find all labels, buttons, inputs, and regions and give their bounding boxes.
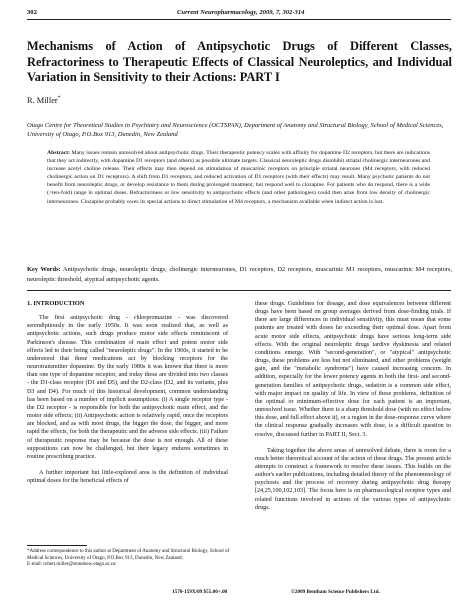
footnote-divider [27,545,87,546]
header-divider [27,19,451,20]
keywords [27,265,452,284]
abstract-label: Abstract: [47,150,71,156]
keywords-label: Key Words: [27,266,61,273]
journal-citation: Current Neuropharmacology, 2009, 7, 302-314 [177,9,305,16]
right-column [255,300,451,520]
page-number: 302 [27,9,37,16]
abstract-text: Many issues remain unresolved about antipsychotic drugs. Their therapeutic potency scales with affinity for dopamine D2 receptors, but there are indications that they act indirectly, with dopamine D1 receptors (and others) as possible ultimate targets. Classical neuroleptic drugs disinhibit striatal cholinergic interneurones and increase acetyl choline release. Their effects may then depend on stimulation of muscarinic receptors on principle striatal neurones (M4 receptors, with reduced cholinergic action on D1 receptors). A shift from D1 receptors, and reduced activation of D1 receptors (with their effects) may result. Many psychotic patients do not benefit from neuroleptic drugs, or develop resistance to them during prolonged treatment, but respond well to clozapine. For patients who do respond, there is a wide (>ten-fold) range in optimal doses. Refractoriness or low sensitivity to antipsychotic effects (and other pathologies) could then arise from low density of cholinergic interneurones. Clozapine probably owes its special actions to direct stimulation of M4 receptors, a mechanism available when indirect action is lost. [47,150,431,205]
keywords-divider [27,290,451,291]
author-mark: * [57,95,61,101]
abstract [47,149,430,206]
author-line [27,95,60,105]
footnote [27,549,232,569]
right-paragraph-2: Taking together the above areas of unresolved debate, there is room for a much better theoretical account of the action of these drugs. The present article attempts to construct a framework to resolve these issues. This builds on the author's earlier publications, including detailed theory of the phenomenology of psychosis and the process of recovery during antipsychotic drug therapy [24,25,100,102,103]. The focus here is on pharmacological receptor types and related functions involved in actions of the various types of antipsychotic drugs. [255,447,451,511]
running-header [27,9,451,23]
footnote-email: E-mail: robert.miller@stonebow.otago.ac.nz [27,562,116,567]
footnote-address: *Address correspondence to this author at Department of Anatomy and Structural Biology, School of Medical Sciences, University of Otago, P.O.Box 913, Dunedin, New Zealand; [27,549,230,561]
left-column [27,300,228,493]
affiliation: Otago Centre for Theoretical Studies in Psychiatry and Neuroscience (OCTSPAN), Department of Anatomy and Structural Biology, School of Medical Sciences, University of Otago, P.O.Box 913, Dunedin, New Zealand [27,122,444,138]
author-name: R. Miller [27,95,58,105]
intro-paragraph-2: A further important but little-explored area is the definition of individual optimal doses for the beneficial effects of [27,469,228,485]
footer-publisher: ©2009 Bentham Science Publishers Ltd. [291,589,380,595]
article-title: Mechanisms of Action of Antipsychotic Drugs of Different Classes, Refractoriness to Therapeutic Effects of Classical Neuroleptics, and Individual Variation in Sensitivity to their Actions: PART I [27,39,452,84]
section-heading: 1. INTRODUCTION [27,300,85,307]
intro-paragraph-1: The first antipsychotic drug - chlorpromazine - was discovered serendipitously in the early 1950s. It was soon realized that, as well as antipsychotic actions, such drugs produce motor side effects reminiscent of Parkinson's disease. This combination of main effect and potent motor side effects led to their being called "neuroleptic drugs". In the 1960s, it started to be understood that these medications act by blocking receptors for the neurotransmitter dopamine. By the early 1980s it was known that there is more than one type of dopamine receptor, and today these are divided into two classes - the D1-class receptor (D1 and D5), and the D2-class (D2, and its variants, plus D3 and D4). For much of this historical development, common understanding has been based on a number of implicit assumptions: (i) A single receptor type - the D2 receptor - is responsible for both the antipsychotic main effect, and the motor side effects; (ii) Antipsychotic action is relatively rapid, once the receptors are blocked, and as with most drugs, the bigger the dose, the bigger, and more rapid the effects, for both the therapeutic and the adverse side effects. (iii) Failure of therapeutic response may be because the dose is not enough. All of these suppositions can now be challenged, but their legacy endures sometimes in routine prescribing practice. [27,315,228,460]
page-footer [0,589,474,599]
right-paragraph-1: these drugs. Guidelines for dosage, and dose equivalences between different drugs have been based on group averages derived from dose-finding trials. If there are large differences in individual sensitivity, this must mean that some patients are treated with doses far exceeding their optimal dose. Apart from acute motor side effects, antipsychotic drugs have serious long-term side effects. With the original neuroleptic drugs tardive dyskinesia and related conditions emerge. With "second-generation", or "atypical" antipsychotic drugs, these problems are less but not eliminated, and other problems (weight gain, and the "metabolic syndrome") have caused increasing concern. In addition, especially for the lower potency agents in both the first- and second-generation families of antipsychotic drugs, sedation is a common side effect, with major impact on quality of life. In view of these problems, definition of the optimal or minimum-effective dose for each patient is an important, unresolved issue. Whether there is a sharp threshold dose (with no effect below this dose, and full effect above it), or a region in the dose-response curve where the clinical response gradually increases with dose, is a difficult question to resolve, discussed further in PART II, Sect. 3. [255,301,451,438]
keywords-text: Antipsychotic drugs, neuroleptic drugs, cholinergic interneurones, D1 receptors, D2 receptors, muscarinic M1 receptors, muscarinic M4 receptors, neuroleptic threshold, atypical antipsychotic agents. [27,266,452,283]
footer-issn: 1570-159X/09 $55.00+.00 [172,589,228,595]
